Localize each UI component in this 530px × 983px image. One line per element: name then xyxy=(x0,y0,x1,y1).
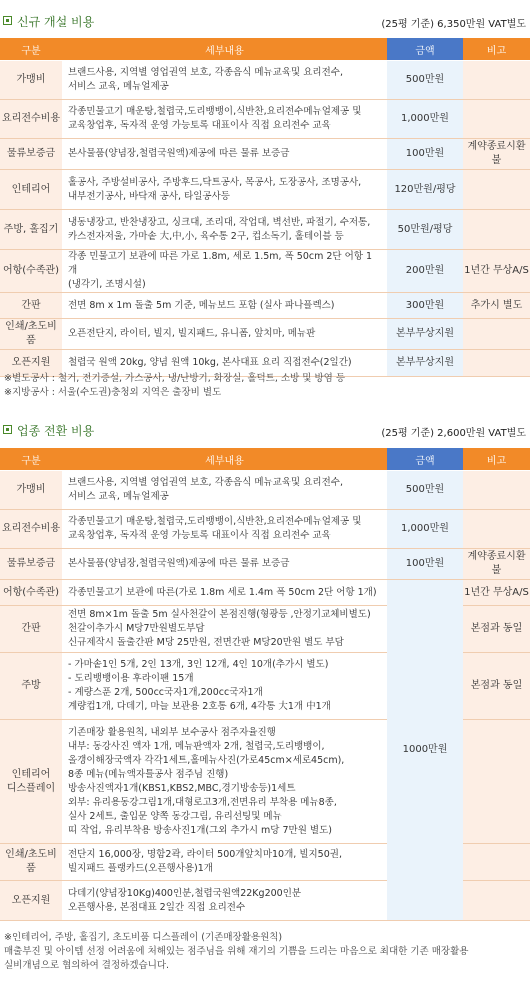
row-detail: 각종민물고기 보관에 따른(가로 1.8m 세로 1.4m 폭 50cm 2단 어항 1개) xyxy=(62,580,387,606)
section2-notes: ※인테리어, 주방, 홀집기, 초도비품 디스플레이 (기존매장활용원칙) 매출부진 및 아이템 선정 어려움에 처해있는 점주님을 위해 재기의 기쁨을 드리는 마음으로 최대한 기존 매장활용 실비개념으로 협의하여 결정하겠습니다. xyxy=(4,932,469,971)
row-detail: 브랜드사용, 지역별 영업권역 보호, 각종음식 메뉴교육및 요리전수, 서비스 교육, 메뉴얼제공 xyxy=(62,471,387,510)
conversion-cost-table xyxy=(0,448,530,921)
section1-total: (25평 기준) 6,350만원 VAT별도 xyxy=(381,19,526,30)
row-category: 주방, 홀집기 xyxy=(0,210,62,250)
row-note: 1년간 무상A/S xyxy=(463,580,530,606)
header-amount: 금액 xyxy=(387,448,463,471)
section1-notes: ※별도공사 : 철거, 전기증설, 가스공사, 냉/난방기, 화장실, 홀덕트, 소방 및 방염 등 ※지방공사 : 서울(수도권)충청외 지역은 출장비 별도 xyxy=(4,373,346,398)
row-detail: 다데기(양념장10Kg)400인분,철렵국원액22Kg200인분 오픈행사용, 본점대표 2일간 직접 요리전수 xyxy=(62,881,387,921)
row-note: 본점과 동일 xyxy=(463,653,530,720)
row-note: 계약종료시환불 xyxy=(463,139,530,170)
row-detail: 전면 8m x 1m 돌출 5m 기준, 메뉴보드 포함 (실사 파나플렉스) xyxy=(62,293,387,319)
table-row xyxy=(0,549,530,580)
header-category: 구분 xyxy=(0,38,62,61)
table-row xyxy=(0,471,530,510)
row-category: 간판 xyxy=(0,606,62,653)
row-detail: 브랜드사용, 지역별 영업권역 보호, 각종음식 메뉴교육및 요리전수, 서비스 교육, 메뉴얼제공 xyxy=(62,61,387,100)
table-row xyxy=(0,250,530,293)
row-detail: - 가마솥1인 5개, 2인 13개, 3인 12개, 4인 10개(추가시 별도) - 도리뱅뱅이용 후라이팬 15개 - 계량스푼 2개, 500cc국자1개,200cc국자1개 계량컵1개, 다데기, 마늘 보관용 2호통 6개, 4각통 大1개 中1개 xyxy=(62,653,387,720)
row-category: 요리전수비용 xyxy=(0,510,62,549)
section1-title: 신규 개설 비용 xyxy=(17,15,95,29)
section2-title: 업종 전환 비용 xyxy=(17,424,95,438)
table-row xyxy=(0,61,530,100)
row-amount: 1,000만원 xyxy=(387,100,463,139)
row-category: 인쇄/초도비품 xyxy=(0,319,62,350)
row-amount: 100만원 xyxy=(387,139,463,170)
row-category: 어항(수족관) xyxy=(0,250,62,293)
row-category: 인테리어 xyxy=(0,170,62,210)
row-detail: 냉동냉장고, 반찬냉장고, 싱크대, 조리대, 작업대, 벽선반, 파절기, 수저통, 카스전자저울, 가마솥 大,中,小, 육수통 2구, 컵소독기, 홀테이블 등 xyxy=(62,210,387,250)
row-detail: 전단지 16,000장, 명함2곽, 라이터 500개앞치마10개, 빌지50권, 빌지패드 플랭카드(오픈행사용)1개 xyxy=(62,844,387,881)
bullet-square-icon xyxy=(3,425,12,434)
row-category: 오픈지원 xyxy=(0,881,62,921)
header-note: 비고 xyxy=(463,448,530,471)
row-note xyxy=(463,170,530,210)
header-note: 비고 xyxy=(463,38,530,61)
row-category: 오픈지원 xyxy=(0,350,62,377)
row-category: 가맹비 xyxy=(0,471,62,510)
row-detail: 본사물품(양념장,철렵국원액)제공에 따른 물류 보증금 xyxy=(62,139,387,170)
row-note xyxy=(463,881,530,921)
row-detail: 철렵국 원액 20kg, 양념 원액 10kg, 본사대표 요리 직접전수(2일간) xyxy=(62,350,387,377)
row-amount: 100만원 xyxy=(387,549,463,580)
row-detail: 전면 8m×1m 돌출 5m 실사천갈이 본점진행(형광등 ,안정기교체비별도) 천갈이추가시 M당7만원별도부담 신규제작시 돌출간판 M당 25만원, 전면간판 M당20만원 별도 부담 xyxy=(62,606,387,653)
row-note: 본점과 동일 xyxy=(463,606,530,653)
row-amount: 본부무상지원 xyxy=(387,319,463,350)
row-note xyxy=(463,61,530,100)
row-note xyxy=(463,100,530,139)
row-amount: 1,000만원 xyxy=(387,510,463,549)
table-row xyxy=(0,139,530,170)
row-note xyxy=(463,510,530,549)
header-amount: 금액 xyxy=(387,38,463,61)
row-category: 물류보증금 xyxy=(0,139,62,170)
row-note xyxy=(463,844,530,881)
row-amount: 300만원 xyxy=(387,293,463,319)
row-detail: 기존매장 활용원칙, 내외부 보수공사 점주자율진행 내부: 동강사진 액자 1개, 메뉴판액자 2개, 철렵국,도리뱅뱅이, 올갱이해장국액자 각각1세트,홀메뉴사진(가로45cm×세로45cm), 8종 메뉴(메뉴액자틀공사 점주님 진행) 방송사진액자1개(KBS1,KBS2,MBC,경기방송등)1세트 외부: 유리용동강그림1개,대형로고3개,전면유리 부착용 메뉴8종, 실사 2세트, 출입문 양쪽 동강그림, 유리선팅및 메뉴 띠 작업, 유리부착용 방송사진1개(그외 추가시 m당 7만원 별도) xyxy=(62,720,387,844)
row-detail: 본사물품(양념장,철렵국원액)제공에 따른 물류 보증금 xyxy=(62,549,387,580)
row-category: 요리전수비용 xyxy=(0,100,62,139)
row-note: 계약종료시환불 xyxy=(463,549,530,580)
row-category: 인테리어 디스플레이 xyxy=(0,720,62,844)
row-detail: 홀공사, 주방설비공사, 주방후드,닥트공사, 목공사, 도장공사, 조명공사, 내부전기공사, 바닥재 공사, 타일공사등 xyxy=(62,170,387,210)
row-note xyxy=(463,210,530,250)
row-amount: 120만원/평당 xyxy=(387,170,463,210)
table-row xyxy=(0,293,530,319)
row-amount: 50만원/평당 xyxy=(387,210,463,250)
row-category: 인쇄/초도비품 xyxy=(0,844,62,881)
table-row xyxy=(0,170,530,210)
table-row xyxy=(0,319,530,350)
header-detail: 세부내용 xyxy=(62,448,387,471)
row-note: 1년간 무상A/S xyxy=(463,250,530,293)
row-amount: 500만원 xyxy=(387,471,463,510)
row-detail: 각종민물고기 매운탕,철렵국,도리뱅뱅이,식반찬,요리전수메뉴얼제공 및 교육창업후, 독자적 운영 가능토록 대표이사 직접 요리전수 교육 xyxy=(62,510,387,549)
table-row xyxy=(0,580,530,606)
row-note xyxy=(463,720,530,844)
row-note xyxy=(463,319,530,350)
row-category: 물류보증금 xyxy=(0,549,62,580)
section1-header xyxy=(0,12,530,32)
row-category: 주방 xyxy=(0,653,62,720)
row-category: 어항(수족관) xyxy=(0,580,62,606)
header-category: 구분 xyxy=(0,448,62,471)
table-row xyxy=(0,210,530,250)
header-detail: 세부내용 xyxy=(62,38,387,61)
table-row xyxy=(0,510,530,549)
section2-total: (25평 기준) 2,600만원 VAT별도 xyxy=(381,428,526,439)
row-category: 가맹비 xyxy=(0,61,62,100)
row-detail: 오픈전단지, 라이터, 빌지, 빌지패드, 유니폼, 앞치마, 메뉴판 xyxy=(62,319,387,350)
row-category: 간판 xyxy=(0,293,62,319)
row-amount: 본부무상지원 xyxy=(387,350,463,377)
row-amount: 200만원 xyxy=(387,250,463,293)
row-detail: 각종 민물고기 보관에 따른 가로 1.8m, 세로 1.5m, 폭 50cm 2단 어항 1개 (냉각기, 조명시설) xyxy=(62,250,387,293)
row-detail: 각종민물고기 매운탕,철렵국,도리뱅뱅이,식반찬,요리전수메뉴얼제공 및 교육창업후, 독자적 운영 가능토록 대표이사 직접 요리전수 교육 xyxy=(62,100,387,139)
new-opening-cost-table xyxy=(0,38,530,377)
row-amount: 500만원 xyxy=(387,61,463,100)
row-amount: 1000만원 xyxy=(387,580,463,921)
row-note xyxy=(463,471,530,510)
row-note: 추가시 별도 xyxy=(463,293,530,319)
section2-header xyxy=(0,421,530,441)
table-row xyxy=(0,100,530,139)
bullet-square-icon xyxy=(3,16,12,25)
